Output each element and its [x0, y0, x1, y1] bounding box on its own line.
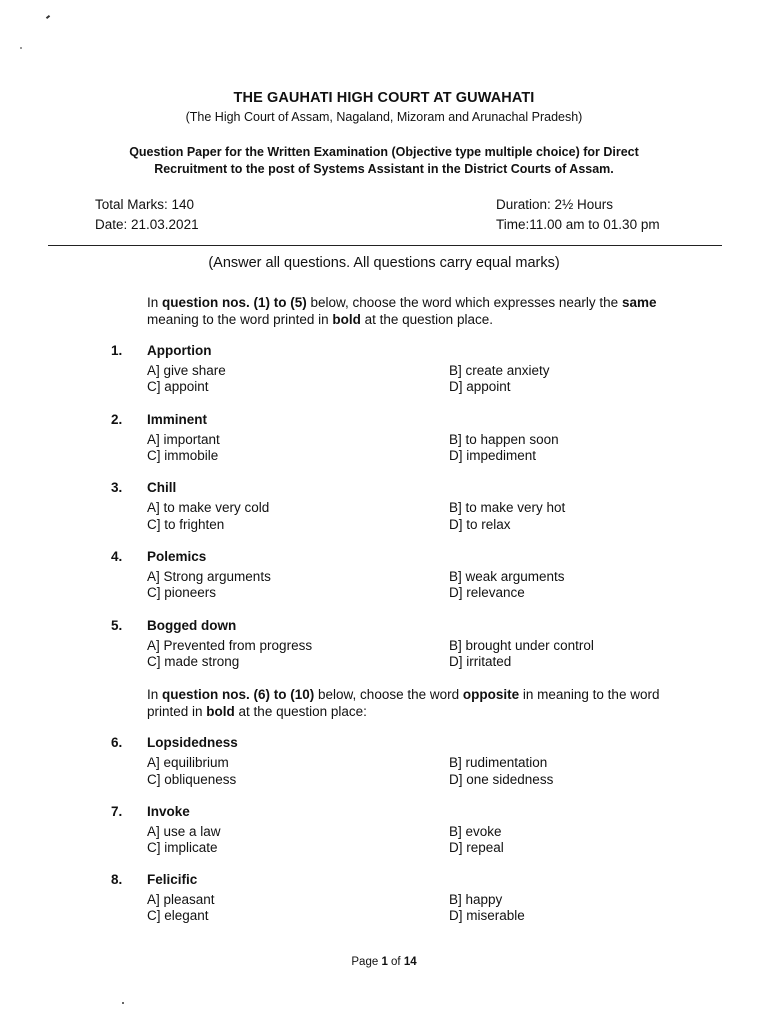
bold-run: question nos. (6) to (10): [162, 687, 315, 702]
option-c: C] elegant: [147, 908, 209, 923]
option-a: A] use a law: [147, 824, 221, 839]
page-total: 14: [403, 956, 417, 968]
option-d: D] appoint: [449, 379, 511, 394]
paper-title: [0, 144, 768, 178]
text-run: at the question place.: [360, 312, 493, 327]
option-d: D] miserable: [449, 908, 525, 923]
option-c: C] implicate: [147, 840, 218, 855]
question-number: 5.: [111, 618, 123, 633]
instructions: (Answer all questions. All questions carry equal marks): [208, 255, 560, 271]
option-d: D] impediment: [449, 448, 537, 463]
question-word: Imminent: [147, 412, 208, 427]
option-b: B] happy: [449, 892, 503, 907]
option-b: B] to make very hot: [449, 500, 566, 515]
option-a: A] Strong arguments: [147, 569, 271, 584]
option-c: C] to frighten: [147, 517, 225, 532]
option-b: B] evoke: [449, 824, 502, 839]
paper-title-text: Question Paper for the Written Examination (Objective type multiple choice) for Direct Recruitment to the post of Systems Assistant in the District Courts of Assam.: [129, 145, 639, 176]
divider-line: [48, 245, 722, 246]
total-marks: Total Marks: 140: [95, 197, 195, 212]
text-run: meaning to the word printed in: [147, 312, 333, 327]
text-run: below, choose the word: [314, 687, 463, 702]
option-b: B] create anxiety: [449, 363, 550, 378]
court-title: THE GAUHATI HIGH COURT AT GUWAHATI: [233, 90, 535, 106]
court-subtitle: (The High Court of Assam, Nagaland, Mizoram and Arunachal Pradesh): [185, 110, 583, 124]
text-run: In: [147, 295, 163, 310]
scan-speck: [20, 47, 22, 49]
option-a: A] equilibrium: [147, 755, 229, 770]
question-number: 1.: [111, 343, 123, 358]
section-1-directions: [147, 294, 692, 328]
option-a: A] give share: [147, 363, 226, 378]
question-number: 8.: [111, 872, 123, 887]
option-a: A] pleasant: [147, 892, 215, 907]
scan-speck: [122, 1002, 124, 1004]
question-word: Felicific: [147, 872, 198, 887]
option-c: C] obliqueness: [147, 772, 237, 787]
option-d: D] to relax: [449, 517, 511, 532]
option-b: B] weak arguments: [449, 569, 565, 584]
option-c: C] pioneers: [147, 585, 217, 600]
option-a: A] important: [147, 432, 220, 447]
option-a: A] Prevented from progress: [147, 638, 313, 653]
page-of: of: [387, 956, 404, 968]
question-number: 3.: [111, 480, 123, 495]
option-b: B] to happen soon: [449, 432, 559, 447]
question-number: 7.: [111, 804, 123, 819]
section-2-directions: [147, 686, 692, 720]
question-word: Lopsidedness: [147, 735, 238, 750]
option-c: C] made strong: [147, 654, 240, 669]
option-d: D] relevance: [449, 585, 525, 600]
question-word: Polemics: [147, 549, 207, 564]
page-footer: [0, 956, 768, 968]
text-run: in meaning to the word printed in: [147, 687, 660, 719]
option-d: D] irritated: [449, 654, 512, 669]
question-word: Invoke: [147, 804, 190, 819]
option-d: D] one sidedness: [449, 772, 554, 787]
text-run: at the question place:: [234, 704, 367, 719]
bold-run: question nos. (1) to (5): [162, 295, 307, 310]
option-d: D] repeal: [449, 840, 504, 855]
page-label: Page: [351, 956, 382, 968]
bold-run: bold: [332, 312, 361, 327]
bold-run: same: [621, 295, 657, 310]
exam-duration: Duration: 2½ Hours: [496, 197, 614, 212]
question-word: Chill: [147, 480, 177, 495]
scan-speck: [46, 15, 50, 19]
option-c: C] immobile: [147, 448, 219, 463]
question-number: 6.: [111, 735, 123, 750]
option-c: C] appoint: [147, 379, 209, 394]
exam-date: Date: 21.03.2021: [95, 217, 199, 232]
question-word: Apportion: [147, 343, 212, 358]
option-b: B] rudimentation: [449, 755, 548, 770]
question-number: 4.: [111, 549, 123, 564]
text-run: In: [147, 687, 163, 702]
option-a: A] to make very cold: [147, 500, 270, 515]
exam-time: Time:11.00 am to 01.30 pm: [496, 217, 660, 232]
option-b: B] brought under control: [449, 638, 594, 653]
page-number: 1: [381, 956, 388, 968]
question-word: Bogged down: [147, 618, 237, 633]
question-number: 2.: [111, 412, 123, 427]
bold-run: opposite: [462, 687, 520, 702]
bold-run: bold: [206, 704, 235, 719]
text-run: below, choose the word which expresses nearly the: [306, 295, 622, 310]
